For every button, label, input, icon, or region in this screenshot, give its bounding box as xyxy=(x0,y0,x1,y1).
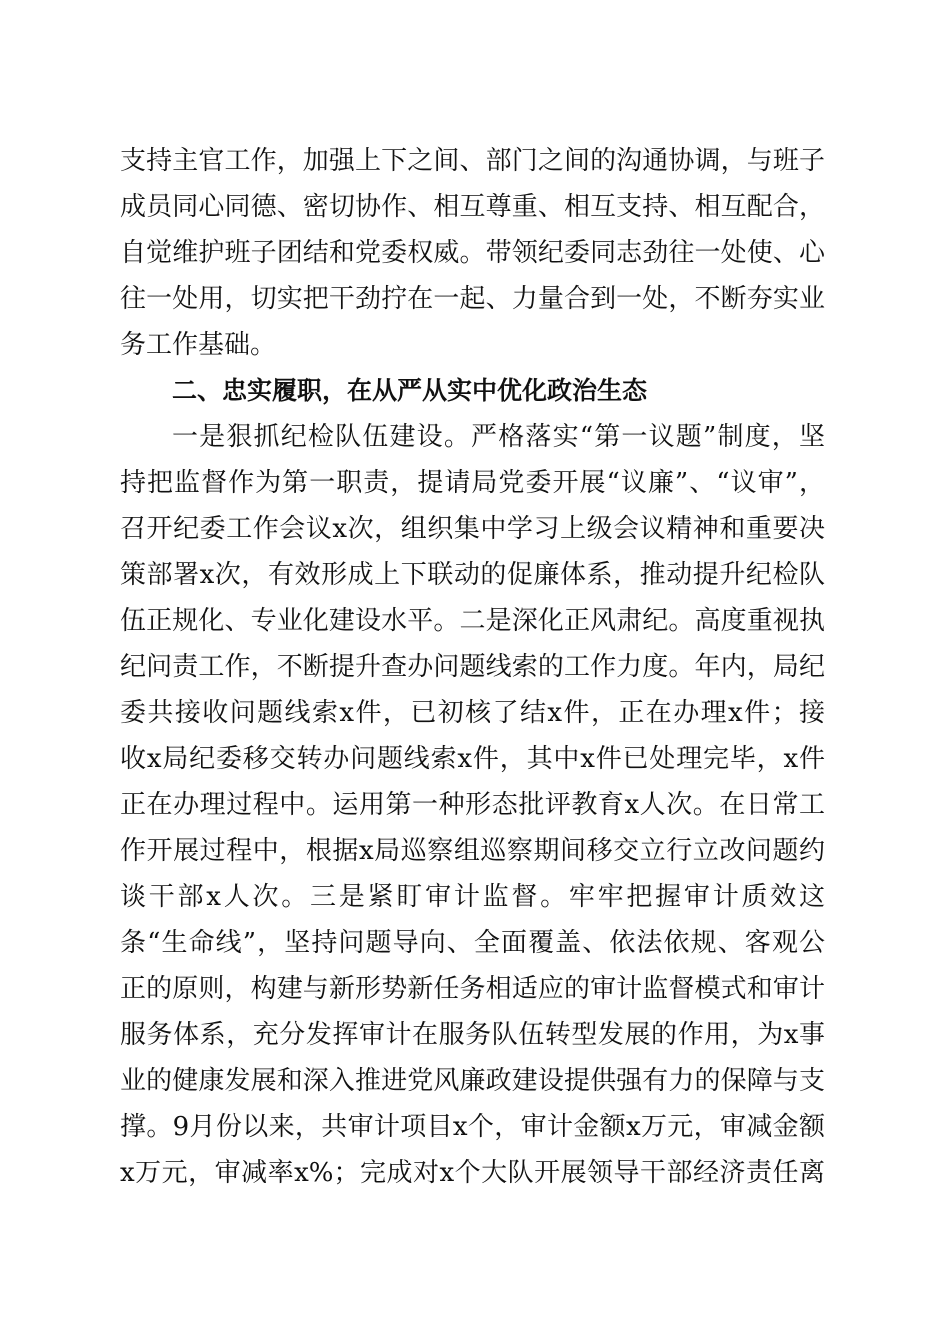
paragraph-line: 纪问责工作，不断提升查办问题线索的工作力度。年内，局纪 xyxy=(120,652,825,682)
section-heading: 二、忠实履职，在从严从实中优化政治生态 xyxy=(172,376,648,405)
paragraph-first-line: 一是狠抓纪检队伍建设。严格落实“第一议题”制度，坚 xyxy=(172,422,825,452)
paragraph-line: 支持主官工作，加强上下之间、部门之间的沟通协调，与班子 xyxy=(120,146,825,176)
paragraph-line: 策部署x次，有效形成上下联动的促廉体系，推动提升纪检队 xyxy=(120,560,825,590)
paragraph-line: 自觉维护班子团结和党委权威。带领纪委同志劲往一处使、心 xyxy=(120,238,825,268)
paragraph-line: 撑。9月份以来，共审计项目x个，审计金额x万元，审减金额 xyxy=(120,1112,825,1142)
paragraph-line: 作开展过程中，根据x局巡察组巡察期间移交立行立改问题约 xyxy=(120,836,825,866)
paragraph-line: 委共接收问题线索x件，已初核了结x件，正在办理x件；接 xyxy=(120,698,825,728)
paragraph-line: 务工作基础。 xyxy=(120,330,277,360)
paragraph-line: 收x局纪委移交转办问题线索x件，其中x件已处理完毕，x件 xyxy=(120,744,825,774)
paragraph-line: 往一处用，切实把干劲拧在一起、力量合到一处，不断夯实业 xyxy=(120,284,825,314)
paragraph-line: 召开纪委工作会议x次，组织集中学习上级会议精神和重要决 xyxy=(120,514,825,544)
paragraph-line: 条“生命线”，坚持问题导向、全面覆盖、依法依规、客观公 xyxy=(120,928,825,958)
paragraph-line: 业的健康发展和深入推进党风廉政建设提供强有力的保障与支 xyxy=(120,1066,825,1096)
paragraph-line: 服务体系，充分发挥审计在服务队伍转型发展的作用，为x事 xyxy=(120,1020,825,1050)
paragraph-line: x万元，审减率x%；完成对x个大队开展领导干部经济责任离 xyxy=(120,1158,825,1188)
paragraph-line: 持把监督作为第一职责，提请局党委开展“议廉”、“议审”， xyxy=(120,468,825,498)
paragraph-line: 成员同心同德、密切协作、相互尊重、相互支持、相互配合， xyxy=(120,192,825,222)
paragraph-line: 正在办理过程中。运用第一种形态批评教育x人次。在日常工 xyxy=(120,790,825,820)
paragraph-line: 伍正规化、专业化建设水平。二是深化正风肃纪。高度重视执 xyxy=(120,606,825,636)
paragraph-line: 谈干部x人次。三是紧盯审计监督。牢牢把握审计质效这 xyxy=(120,882,825,912)
paragraph-line: 正的原则，构建与新形势新任务相适应的审计监督模式和审计 xyxy=(120,974,825,1004)
